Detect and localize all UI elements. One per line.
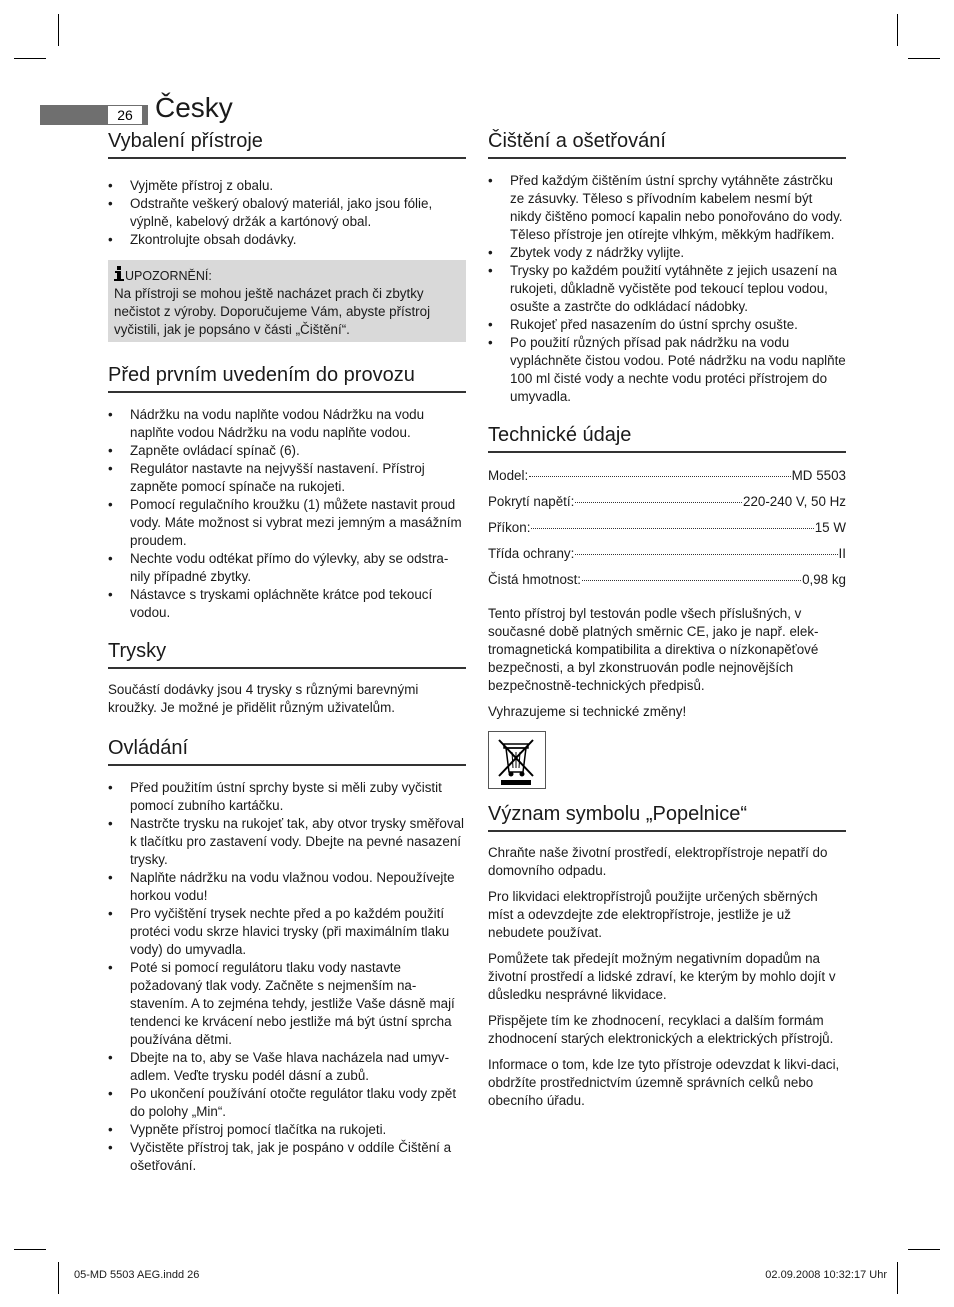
list-item: • Před každým čištěním ústní sprchy vytáhněte zástrčku ze zásuvky. Těleso s přívodním kabelem nesmí být nikdy čištěno pomocí kapalin nebo ponořováno do vody. Těleso přístroje jen otírejte vlhkým, měkkým hadříkem. (488, 172, 846, 244)
footer-file-info: 05-MD 5503 AEG.indd 26 (74, 1269, 200, 1281)
right-column (488, 128, 846, 1110)
spec-label: Třída ochrany: (488, 546, 575, 561)
crop-mark (897, 14, 898, 46)
spec-row (488, 545, 846, 563)
list-item: • Regulátor nastavte na nejvyšší nastavení. Přístroj zapněte pomocí spínače na rukojeti. (108, 460, 466, 496)
spec-row (488, 467, 846, 485)
paragraph: Chraňte naše životní prostředí, elektropřístroje nepatří do domovního odpadu. (488, 845, 828, 878)
spec-value: 220-240 V, 50 Hz (743, 494, 846, 509)
list-item: • Vyčistěte přístroj tak, jak je pospáno v oddíle Čištění a ošetřování. (108, 1139, 466, 1175)
list-item: • Odstraňte veškerý obalový materiál, jako jsou fólie, výplně, kabelový držák a kartónový obal. (108, 195, 466, 231)
crop-mark (14, 58, 46, 59)
page-title: Česky (155, 92, 233, 123)
footer-timestamp: 02.09.2008 10:32:17 Uhr (765, 1269, 887, 1281)
section-unpacking (108, 128, 466, 342)
list-item: • Nechte vodu odtékat přímo do výlevky, aby se odstra-nily případné zbytky. (108, 550, 466, 586)
section-heading: Trysky (108, 638, 466, 669)
paragraph: Pomůžete tak předejít možným negativním dopadům na životní prostředí a lidské zdraví, ke kterým by mohlo dojít v důsledku nesprávné likvidace. (488, 951, 836, 1002)
list-item: • Vyjměte přístroj z obalu. (108, 177, 466, 195)
list-item: • Zapněte ovládací spínač (6). (108, 442, 466, 460)
bullet-list (108, 406, 466, 622)
list-item: • Zbytek vody z nádržky vylijte. (488, 244, 846, 262)
section-cleaning (488, 128, 846, 406)
spec-row (488, 519, 846, 537)
spec-table (488, 467, 846, 589)
crop-mark (897, 1262, 898, 1294)
spec-value: 0,98 kg (802, 572, 846, 587)
section-heading: Význam symbolu „Popelnice“ (488, 801, 846, 832)
crop-mark (908, 58, 940, 59)
section-heading: Před prvním uvedením do provozu (108, 362, 466, 393)
paragraph: Informace o tom, kde lze tyto přístroje odevzdat k likvi-daci, obdržíte prostřednictvím územně správních celků nebo obecního úřadu. (488, 1057, 840, 1108)
paragraph: Tento přístroj byl testován podle všech příslušných, v současné době platných směrnic CE, jako je např. elek-tromagnetická kompatibilita a direktiva o nízkonapěťové bezpečnosti, a byl zkonstruován podle nejnovějších bezpečnostně-technických předpisů. (488, 606, 819, 693)
spec-value: 15 W (814, 520, 846, 535)
section-nozzles (108, 638, 466, 717)
crop-mark (58, 14, 59, 46)
list-item: • Nástavce s tryskami opláchněte krátce pod tekoucí vodou. (108, 586, 466, 622)
list-item: • Před použitím ústní sprchy byste si měli zuby vyčistit pomocí zubního kartáčku. (108, 779, 466, 815)
notice-text: Na přístroji se mohou ještě nacházet prach či zbytky nečistot z výroby. Doporučujeme Vám, abyste přístroj vyčistili, jak je popsáno v části „Čištění“. (114, 286, 431, 337)
spec-label: Čistá hmotnost: (488, 572, 582, 587)
list-item: • Po použití různých přísad pak nádržku na vodu vypláchněte čistou vodou. Poté nádržku na vodu naplňte 100 ml čisté vody a nechte vodu protéci přístrojem do umyvadla. (488, 334, 846, 406)
list-item: • Zkontrolujte obsah dodávky. (108, 231, 466, 249)
list-item: • Dbejte na to, aby se Vaše hlava nacházela nad umyv-adlem. Veďte trysku podél dásní a zubů. (108, 1049, 466, 1085)
page-number: 26 (108, 106, 142, 124)
bullet-list (108, 177, 466, 249)
list-item: • Poté si pomocí regulátoru tlaku vody nastavte požadovaný tlak vody. Začněte s nejmenším na-stavením. A to zejména tehdy, jestliže Vaše dásně mají tendenci ke krvácení nebo jestliže má být ústní sprcha používána dětmi. (108, 959, 466, 1049)
spec-row (488, 493, 846, 511)
spec-label: Model: (488, 468, 529, 483)
crop-mark (908, 1249, 940, 1250)
section-first-use (108, 362, 466, 622)
list-item: • Pomocí regulačního kroužku (1) můžete nastavit proud vody. Máte možnost si vybrat mezi jemným a masážním proudem. (108, 496, 466, 550)
spec-value: MD 5503 (791, 468, 846, 483)
spec-label: Příkon: (488, 520, 531, 535)
section-technical-data (488, 422, 846, 789)
paragraph: Přispějete tím ke zhodnocení, recyklaci a dalším formám zhodnocení starých elektronických a elektrických přístrojů. (488, 1013, 834, 1046)
section-heading: Čištění a ošetřování (488, 128, 846, 159)
crop-mark (58, 1262, 59, 1294)
bullet-list (108, 779, 466, 1175)
weee-bin-icon (488, 731, 546, 789)
list-item: • Naplňte nádržku na vodu vlažnou vodou. Nepoužívejte horkou vodu! (108, 869, 466, 905)
bullet-list (488, 172, 846, 406)
list-item: • Nádržku na vodu naplňte vodou Nádržku na vodu naplňte vodou Nádržku na vodu naplňte vodou. (108, 406, 466, 442)
list-item: • Pro vyčištění trysek nechte před a po každém použití protéci vodu skrze hlavici trysky (při maximálním tlaku vody) do umyvadla. (108, 905, 466, 959)
notice-box (108, 260, 466, 342)
section-bin-symbol (488, 801, 846, 1110)
section-operation (108, 735, 466, 1175)
crop-mark (14, 1249, 46, 1250)
section-heading: Ovládání (108, 735, 466, 766)
section-heading: Technické údaje (488, 422, 846, 453)
list-item: • Vypněte přístroj pomocí tlačítka na rukojeti. (108, 1121, 466, 1139)
spec-value: II (838, 546, 846, 561)
section-heading: Vybalení přístroje (108, 128, 466, 159)
list-item: • Nastrčte trysku na rukojeť tak, aby otvor trysky směřoval k tlačítku pro zastavení vody. Dbejte na pevné nasazení trysky. (108, 815, 466, 869)
spec-row (488, 571, 846, 589)
paragraph: Součástí dodávky jsou 4 trysky s různými barevnými kroužky. Je možné je přidělit různým uživatelům. (108, 682, 419, 715)
list-item: • Trysky po každém použití vytáhněte z jejich usazení na rukojeti, důkladně vyčistěte pod tekoucí teplou vodou, osušte a zastrčte do odkládací nádobky. (488, 262, 846, 316)
spec-label: Pokrytí napětí: (488, 494, 575, 509)
left-column (108, 128, 466, 1175)
notice-label: UPOZORNĚNÍ: (125, 269, 212, 283)
paragraph: Pro likvidaci elektropřístrojů použijte určených sběrných míst a odevzdejte zde elektropřístroje, jestliže je už nebudete používat. (488, 889, 818, 940)
paragraph: Vyhrazujeme si technické změny! (488, 704, 687, 719)
list-item: • Rukojeť před nasazením do ústní sprchy osušte. (488, 316, 846, 334)
info-icon (114, 266, 123, 282)
list-item: • Po ukončení používání otočte regulátor tlaku vody zpět do polohy „Min“. (108, 1085, 466, 1121)
